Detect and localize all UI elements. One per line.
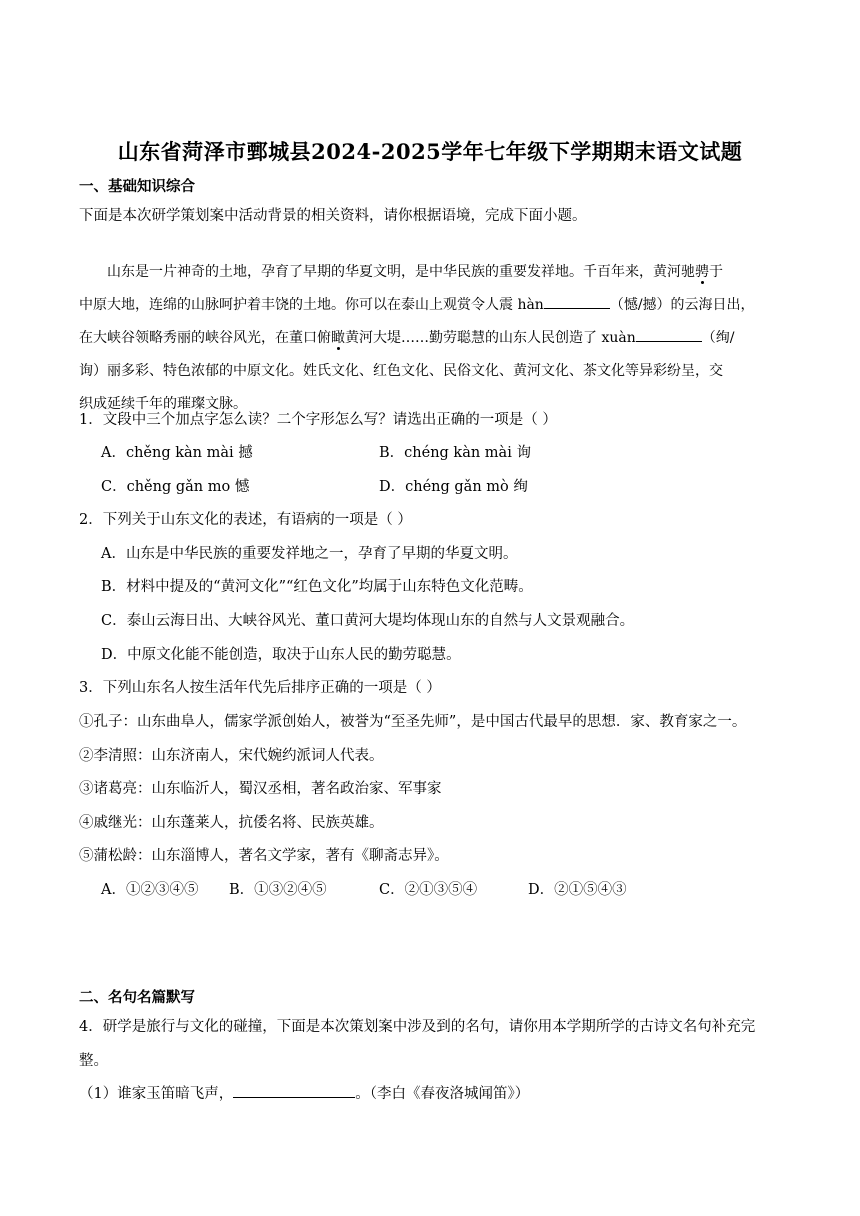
question-1-option-c: C．chěng gǎn mo 憾 [101,479,250,495]
passage-line-2: 中原大地，连绵的山脉呵护着丰饶的土地。你可以在泰山上观赏令人震 hàn （憾/撼）的云海日出， [79,289,785,322]
passage-line-5: 织成延续千年的璀璨文脉。 [79,396,247,412]
question-2-stem: 2．下列关于山东文化的表述，有语病的一项是（ ） [79,512,412,528]
question-3-item-1: ①孔子：山东曲阜人，儒家学派创始人，被誉为“至圣先师”，是中国古代最早的思想．家、教育家之一。 [79,714,747,730]
passage-line-3: 在大峡谷领略秀丽的峡谷风光，在董口俯瞰黄河大堤……勤劳聪慧的山东人民创造了 xuàn （绚/ [79,322,785,355]
section-heading-basic-knowledge: 一、基础知识综合 [79,178,195,195]
question-4-stem-line-2: 整。 [79,1053,108,1069]
answer-blank-4-1[interactable] [233,1083,355,1098]
question-3-item-3: ③诸葛亮：山东临沂人，蜀汉丞相，著名政治家、军事家 [79,781,442,797]
section-heading-recitation: 二、名句名篇默写 [79,989,195,1006]
question-3-stem: 3．下列山东名人按生活年代先后排序正确的一项是（ ） [79,680,441,696]
question-3-item-2: ②李清照：山东济南人，宋代婉约派词人代表。 [79,748,384,764]
question-2-option-a: A．山东是中华民族的重要发祥地之一，孕育了早期的华夏文明。 [101,546,518,562]
question-2-option-c: C．泰山云海日出、大峡谷风光、董口黄河大堤均体现山东的自然与人文景观融合。 [101,613,635,629]
question-1-option-b: B．chéng kàn mài 询 [379,445,531,461]
question-2-option-d: D．中原文化能不能创造，取决于山东人民的勤劳聪慧。 [101,647,461,663]
question-1-option-a: A．chěng kàn mài 撼 [101,445,253,461]
section-intro: 下面是本次研学策划案中活动背景的相关资料，请你根据语境，完成下面小题。 [79,208,587,224]
question-4-sub-1: （1）谁家玉笛暗飞声， 。（李白《春夜洛城闻笛》） [79,1082,529,1103]
question-3-option-a: A．①②③④⑤ [101,882,199,898]
question-2-option-b: B．材料中提及的“黄河文化”“红色文化”均属于山东特色文化范畴。 [101,579,533,595]
dotted-char-kan: 瞰 [331,330,345,346]
question-1-stem: 1．文段中三个加点字怎么读？二个字形怎么写？请选出正确的一项是（ ） [79,412,557,428]
dotted-char-cheng: 骋 [695,264,709,280]
passage-line-4: 询）丽多彩、特色浓郁的中原文化。姓氏文化、红色文化、民俗文化、黄河文化、茶文化等异彩纷呈，交 [79,363,723,379]
question-3-option-b: B．①③②④⑤ [229,882,327,898]
question-3-item-4: ④戚继光：山东蓬莱人，抗倭名将、民族英雄。 [79,815,384,831]
question-3-option-d: D．②①⑤④③ [528,882,627,898]
question-1-option-d: D．chéng gǎn mò 绚 [379,479,528,495]
exam-title: 山东省菏泽市鄄城县2024-2025学年七年级下学期期末语文试题 [117,139,743,164]
question-3-option-c: C．②①③⑤④ [379,882,478,898]
blank-xuan [636,327,702,342]
question-3-item-5: ⑤蒲松龄：山东淄博人，著名文学家，著有《聊斋志异》。 [79,848,449,864]
blank-han [544,294,610,309]
question-4-stem-line-1: 4．研学是旅行与文化的碰撞，下面是本次策划案中涉及到的名句，请你用本学期所学的古诗文名句补充完 [79,1019,756,1035]
passage-line-1: 山东是一片神奇的土地，孕育了早期的华夏文明，是中华民族的重要发祥地。千百年来，黄河驰骋于 [107,264,723,280]
reading-passage [79,256,785,421]
